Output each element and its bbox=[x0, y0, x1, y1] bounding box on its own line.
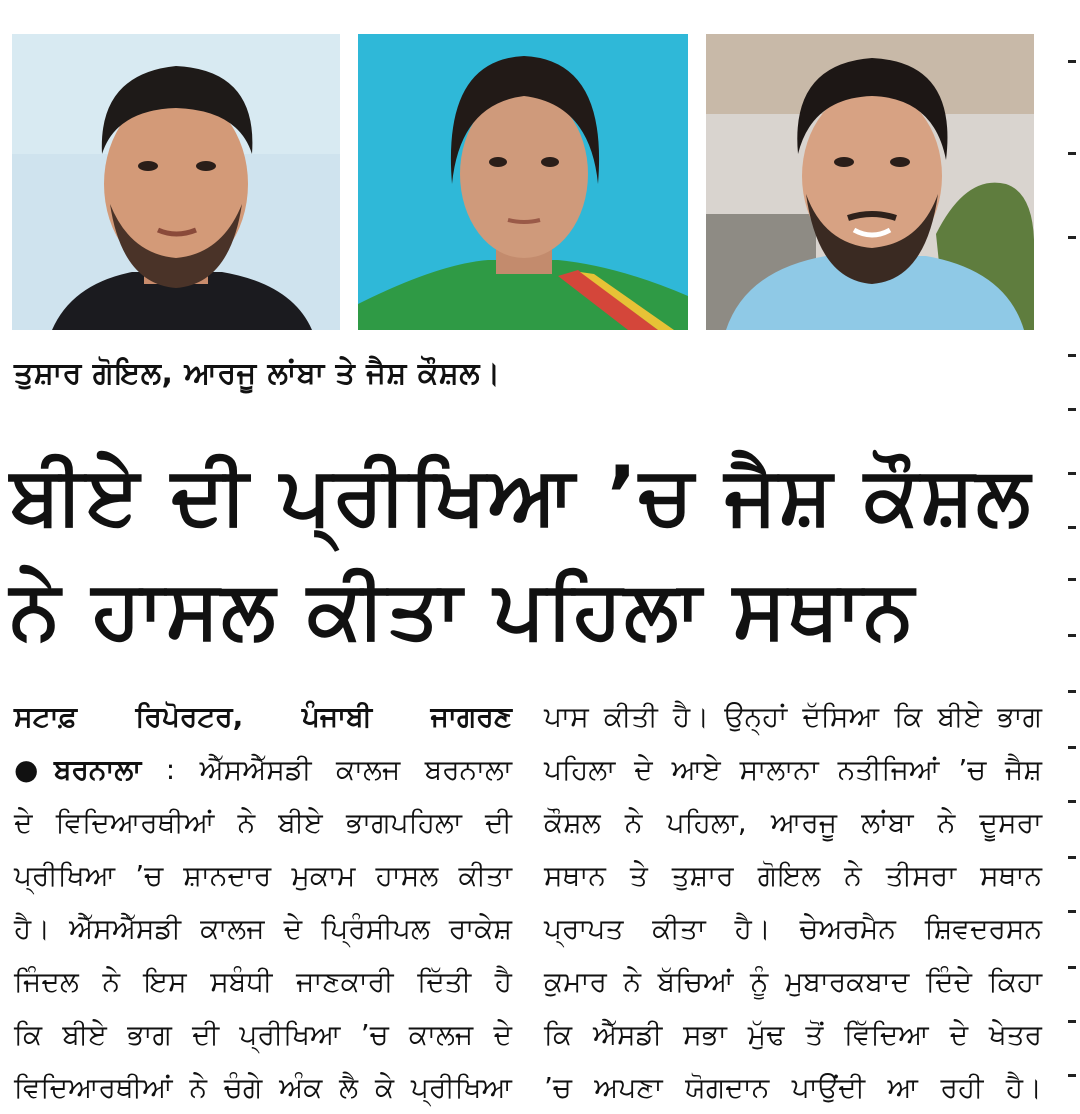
article-line: ਵਿਦਿਆਰਥੀਆਂ ਨੇ ਚੰਗੇ ਅੰਕ ਲੈ ਕੇ ਪ੍ਰੀਖਿਆ bbox=[14, 1071, 512, 1104]
edge-mark bbox=[1068, 856, 1076, 859]
edge-mark bbox=[1068, 800, 1076, 803]
article-line: ਕੌਸ਼ਲ ਨੇ ਪਹਿਲਾ, ਆਰਜੂ ਲਾਂਬਾ ਨੇ ਦੂਸਰਾ bbox=[544, 806, 1042, 839]
photo-jaish-kaushal bbox=[706, 34, 1034, 330]
edge-mark bbox=[1068, 526, 1076, 529]
edge-mark bbox=[1068, 236, 1076, 239]
article-line: ’ਚ ਅਪਣਾ ਯੋਗਦਾਨ ਪਾਉਂਦੀ ਆ ਰਹੀ ਹੈ। bbox=[544, 1071, 1042, 1104]
photo-arju-lamba bbox=[358, 34, 688, 330]
edge-mark bbox=[1068, 690, 1076, 693]
edge-mark bbox=[1068, 1020, 1076, 1023]
article-line: ਕਿ ਐੱਸਡੀ ਸਭਾ ਮੁੱਢ ਤੋਂ ਵਿੱਦਿਆ ਦੇ ਖੇਤਰ bbox=[544, 1018, 1042, 1051]
edge-mark bbox=[1068, 966, 1076, 969]
edge-mark bbox=[1068, 152, 1076, 155]
portrait-man-2-image bbox=[706, 34, 1034, 330]
photo-caption: ਤੁਸ਼ਾਰ ਗੋਇਲ, ਆਰਜੂ ਲਾਂਬਾ ਤੇ ਜੈਸ਼ ਕੌਸ਼ਲ। bbox=[14, 356, 501, 391]
article-line: ਪ੍ਰਾਪਤ ਕੀਤਾ ਹੈ। ਚੇਅਰਮੈਨ ਸ਼ਿਵਦਰਸਨ bbox=[544, 912, 1042, 945]
byline: ਸਟਾਫ਼ ਰਿਪੋਰਟਰ, ਪੰਜਾਬੀ ਜਾਗਰਣ bbox=[14, 700, 512, 733]
article-line: ਕਿ ਬੀਏ ਭਾਗ ਦੀ ਪ੍ਰੀਖਿਆ ’ਚ ਕਾਲਜ ਦੇ bbox=[14, 1018, 512, 1051]
bullet-icon: ● bbox=[14, 753, 54, 786]
edge-mark bbox=[1068, 472, 1076, 475]
article-line: ਪਾਸ ਕੀਤੀ ਹੈ। ਉਨ੍ਹਾਂ ਦੱਸਿਆ ਕਿ ਬੀਏ ਭਾਗ bbox=[544, 700, 1042, 733]
dateline: ਬਰਨਾਲਾ bbox=[53, 753, 142, 786]
edge-mark bbox=[1068, 354, 1076, 357]
article-line: ਪ੍ਰੀਖਿਆ ’ਚ ਸ਼ਾਨਦਾਰ ਮੁਕਾਮ ਹਾਸਲ ਕੀਤਾ bbox=[14, 859, 512, 892]
edge-mark bbox=[1068, 60, 1076, 63]
article-line: ਪਹਿਲਾ ਦੇ ਆਏ ਸਾਲਾਨਾ ਨਤੀਜਿਆਂ ’ਚ ਜੈਸ਼ bbox=[544, 753, 1042, 786]
article-line: ਕੁਮਾਰ ਨੇ ਬੱਚਿਆਂ ਨੂੰ ਮੁਬਾਰਕਬਾਦ ਦਿੰਦੇ ਕਿਹਾ bbox=[544, 965, 1042, 998]
photo-tushar-goel bbox=[12, 34, 340, 330]
adjacent-column-edge bbox=[1062, 40, 1080, 1100]
edge-mark bbox=[1068, 408, 1076, 411]
article-line bbox=[14, 743, 512, 796]
article-line: ਜਿੰਦਲ ਨੇ ਇਸ ਸਬੰਧੀ ਜਾਣਕਾਰੀ ਦਿੱਤੀ ਹੈ bbox=[14, 965, 512, 998]
edge-mark bbox=[1068, 910, 1076, 913]
edge-mark bbox=[1068, 1074, 1076, 1077]
headline-line-1: ਬੀਏ ਦੀ ਪ੍ਰੀਖਿਆ ’ਚ ਜੈਸ਼ ਕੌਸ਼ਲ bbox=[10, 449, 1033, 542]
portrait-woman-image bbox=[358, 34, 688, 330]
article-column-left bbox=[14, 690, 512, 1114]
edge-mark bbox=[1068, 746, 1076, 749]
article-line: ਦੇ ਵਿਦਿਆਰਥੀਆਂ ਨੇ ਬੀਏ ਭਾਗਪਹਿਲਾ ਦੀ bbox=[14, 806, 512, 839]
portrait-man-1-image bbox=[12, 34, 340, 330]
headline-line-2: ਨੇ ਹਾਸਲ ਕੀਤਾ ਪਹਿਲਾ ਸਥਾਨ bbox=[10, 563, 916, 656]
edge-mark bbox=[1068, 578, 1076, 581]
article-column-right bbox=[544, 690, 1042, 1114]
article-line: ਸਥਾਨ ਤੇ ਤੁਸ਼ਾਰ ਗੋਇਲ ਨੇ ਤੀਸਰਾ ਸਥਾਨ bbox=[544, 859, 1042, 892]
edge-mark bbox=[1068, 634, 1076, 637]
article-line: ਹੈ। ਐੱਸਐੱਸਡੀ ਕਾਲਜ ਦੇ ਪ੍ਰਿੰਸੀਪਲ ਰਾਕੇਸ਼ bbox=[14, 912, 512, 945]
article-text: : ਐੱਸਐੱਸਡੀ ਕਾਲਜ ਬਰਨਾਲਾ bbox=[141, 753, 512, 786]
